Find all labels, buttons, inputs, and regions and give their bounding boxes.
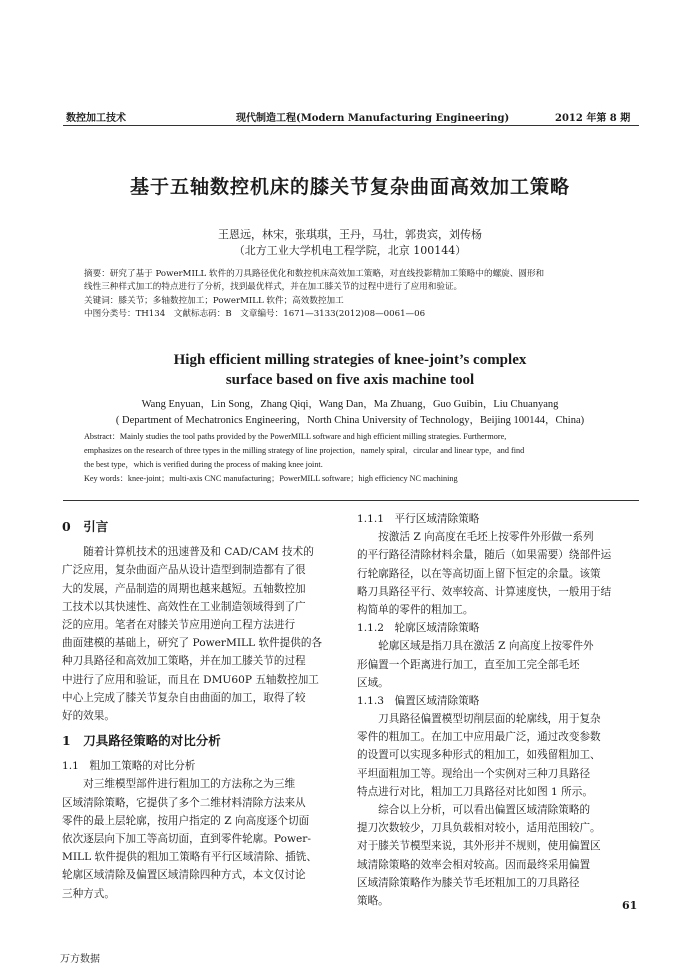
- body-text-line: 域清除策略的效率会相对较高。因而最终采用偏置: [357, 858, 591, 871]
- body-text-line: 区域。: [357, 676, 389, 689]
- body-text-line: 形偏置一个距离进行加工，直至加工完全部毛坯: [357, 658, 580, 671]
- body-text-line: 按激活 Z 向高度在毛坯上按零件外形做一系列: [357, 531, 594, 544]
- spacer: [62, 725, 342, 732]
- abstract-en-line: Abstract：Mainly studies the tool paths provided by the PowerMILL software and high efficient milling strategies. Furthermore,: [84, 432, 507, 441]
- paper-title-en-line1: High efficient milling strategies of knee-joint’s complex: [173, 352, 527, 368]
- body-text-line: 的平行路径清除材料余量，随后（如果需要）绕部件运: [357, 549, 612, 562]
- body-text-line: 略刀具路径平行、效率较高、计算速度快，一般用于结: [357, 585, 612, 598]
- body-text-line: 区域清除策略，它提供了多个二维材料清除方法来从: [62, 796, 306, 809]
- body-text-line: 刀具路径偏置模型切削层面的轮廓线，用于复杂: [357, 713, 601, 726]
- body-text-line: 工技术以其快速性、高效性在工业制造领域得到了广: [62, 600, 306, 613]
- right-column: [357, 510, 642, 910]
- body-text-line: 中心上完成了膝关节复杂自由曲面的加工，取得了较: [62, 691, 306, 704]
- body-text-line: 零件的粗加工。在加工中应用最广泛，通过改变参数: [357, 731, 601, 744]
- body-text-line: 轮廓区域清除及偏置区域清除四种方式，本文仅讨论: [62, 869, 306, 882]
- body-text-line: 提刀次数较少，刀具负载相对较小，适用范围较广。: [357, 822, 601, 835]
- section-heading: 0 引言: [62, 519, 109, 534]
- authors-cn: 王恩远，林宋，张琪琪，王丹，马壮，郭贵宾，刘传杨: [218, 228, 482, 241]
- body-text-line: 对于膝关节模型来说，其外形并不规则，使用偏置区: [357, 840, 601, 853]
- subsection-heading: 1.1.1 平行区域清除策略: [357, 513, 480, 525]
- page-number: 61: [622, 899, 638, 912]
- keywords-cn: 关键词：膝关节；多轴数控加工；PowerMILL 软件；高效数控加工: [84, 295, 344, 306]
- header-rule: [63, 125, 639, 126]
- abstract-cn-line: 摘要：研究了基于 PowerMILL 软件的刀具路径优化和数控机床高效加工策略，对直线投影精加工策略中的螺旋、圆形和: [84, 269, 545, 279]
- body-text-line: 零件的最上层轮廓，按用户指定的 Z 向高度逐个切面: [62, 814, 310, 827]
- abstract-en-line: the best type，which is verified during the process of making knee joint.: [84, 460, 323, 469]
- authors-en: Wang Enyuan，Lin Song，Zhang Qiqi，Wang Dan，Ma Zhuang，Guo Guibin，Liu Chuanyang: [141, 399, 559, 410]
- subsection-heading: 1.1.2 轮廓区域清除策略: [357, 622, 480, 635]
- abstract-en-line: emphasizes on the research of three types in the milling strategy of line projection，namely spiral，circular and linear type，and find: [84, 446, 525, 455]
- abstract-cn-line: 线性三种样式加工的特点进行了分析，找到最优样式，并在加工膝关节的过程中进行了应用和验证。: [84, 282, 463, 293]
- classification-cn: 中图分类号：TH134 文献标志码：B 文章编号：1671—3133(2012)08—0061—06: [84, 308, 426, 319]
- body-text-line: 三种方式。: [62, 887, 115, 900]
- body-text-line: 行轮廓路径，以在等高切面上留下恒定的余量。该策: [357, 567, 601, 580]
- left-column: [62, 518, 342, 903]
- body-text-line: 策略。: [357, 894, 389, 907]
- affiliation-cn: （北方工业大学机电工程学院，北京 100144）: [233, 244, 467, 257]
- subsection-heading: 1.1.3 偏置区域清除策略: [357, 694, 480, 707]
- abstract-en: [84, 430, 644, 486]
- body-text-line: 综合以上分析，可以看出偏置区域清除策略的: [357, 804, 591, 816]
- subsection-heading: 1.1 粗加工策略的对比分析: [62, 760, 196, 773]
- paper-title-cn: 基于五轴数控机床的膝关节复杂曲面高效加工策略: [129, 176, 570, 198]
- section-heading: 1 刀具路径策略的对比分析: [62, 733, 221, 749]
- spacer: [62, 750, 342, 757]
- footer-watermark: 万方数据: [60, 954, 100, 965]
- body-text-line: 好的效果。: [62, 709, 115, 722]
- body-text-line: 区域清除策略作为膝关节毛坯粗加工的刀具路径: [357, 876, 580, 889]
- body-text-line: 特点进行对比，粗加工刀具路径对比如图 1 所示。: [357, 785, 593, 798]
- body-text-line: 随着计算机技术的迅速普及和 CAD/CAM 技术的: [62, 546, 314, 559]
- header-issue: 2012 年第 8 期: [555, 113, 631, 124]
- body-text-line: 轮廓区域是指刀具在激活 Z 向高度上按零件外: [357, 640, 594, 653]
- abstract-cn: [84, 268, 636, 321]
- body-text-line: 的设置可以实现多种形式的粗加工，如残留粗加工、: [357, 749, 601, 762]
- body-text-line: 平坦面粗加工等。现给出一个实例对三种刀具路径: [357, 767, 591, 780]
- body-text-line: 广泛应用，复杂曲面产品从设计造型到制造都有了很: [62, 564, 306, 577]
- body-text-line: 种刀具路径和高效加工策略，并在加工膝关节的过程: [62, 655, 306, 668]
- body-text-line: 大的发展，产品制造的周期也越来越短。五轴数控加: [62, 582, 306, 595]
- spacer: [62, 536, 342, 543]
- header-journal-section: 数控加工技术: [66, 113, 126, 124]
- header-journal-name: 现代制造工程(Modern Manufacturing Engineering): [236, 113, 510, 124]
- body-text-line: MILL 软件提供的粗加工策略有平行区域清除、插铣、: [62, 851, 317, 864]
- body-text-line: 构简单的零件的粗加工。: [357, 603, 474, 616]
- body-text-line: 依次逐层向下加工等高切面，直到零件轮廓。Power-: [62, 833, 311, 845]
- keywords-en: Key words：knee-joint；multi-axis CNC manufacturing；PowerMILL software；high efficiency NC machining: [84, 474, 458, 483]
- body-text-line: 中进行了应用和验证，而且在 DMU60P 五轴数控加工: [62, 673, 319, 686]
- paper-title-en-line2: surface based on five axis machine tool: [225, 372, 475, 388]
- affiliation-en: ( Department of Mechatronics Engineering，North China University of Technology，Beijing 100144，China): [115, 415, 585, 426]
- body-text-line: 泛的应用。笔者在对膝关节应用逆向工程方法进行: [62, 618, 296, 631]
- body-text-line: 对三维模型部件进行粗加工的方法称之为三维: [62, 778, 296, 791]
- abstract-rule: [63, 500, 639, 501]
- body-text-line: 曲面建模的基础上，研究了 PowerMILL 软件提供的各: [62, 637, 323, 650]
